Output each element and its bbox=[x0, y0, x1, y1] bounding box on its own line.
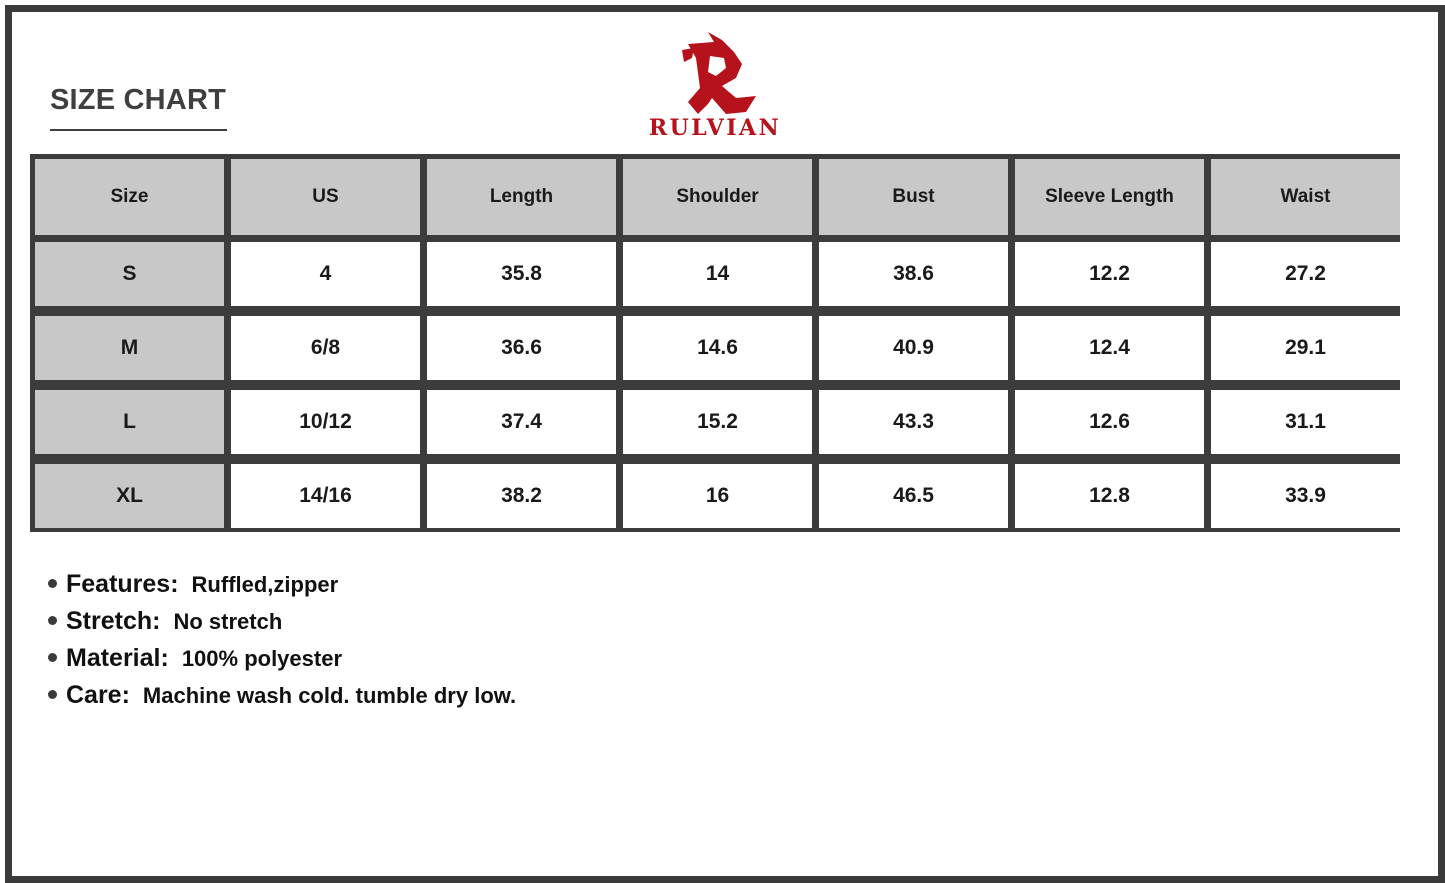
column-header: Bust bbox=[819, 159, 1008, 235]
size-label-cell: M bbox=[35, 316, 224, 380]
table-cell: 37.4 bbox=[427, 390, 616, 454]
table-cell: 4 bbox=[231, 242, 420, 306]
bullet-icon bbox=[48, 653, 57, 662]
table-cell: 14 bbox=[623, 242, 812, 306]
table-cell: 12.8 bbox=[1015, 464, 1204, 528]
feature-label: Care: bbox=[66, 681, 130, 709]
column-header: Sleeve Length bbox=[1015, 159, 1204, 235]
table-cell: 38.6 bbox=[819, 242, 1008, 306]
page-title: SIZE CHART bbox=[50, 84, 226, 116]
size-label-cell: S bbox=[35, 242, 224, 306]
brand-logo bbox=[640, 28, 790, 144]
table-cell: 33.9 bbox=[1211, 464, 1400, 528]
table-cell: 29.1 bbox=[1211, 316, 1400, 380]
title-underline bbox=[50, 129, 227, 131]
feature-label: Stretch: bbox=[66, 607, 161, 635]
table-cell: 12.2 bbox=[1015, 242, 1204, 306]
feature-label: Material: bbox=[66, 644, 169, 672]
table-cell: 40.9 bbox=[819, 316, 1008, 380]
table-cell: 6/8 bbox=[231, 316, 420, 380]
bullet-icon bbox=[48, 579, 57, 588]
table-cell: 10/12 bbox=[231, 390, 420, 454]
stylized-r-logo-icon bbox=[668, 28, 762, 118]
table-cell: 15.2 bbox=[623, 390, 812, 454]
column-header: Waist bbox=[1211, 159, 1400, 235]
table-cell: 12.6 bbox=[1015, 390, 1204, 454]
table-cell: 27.2 bbox=[1211, 242, 1400, 306]
feature-item-stretch bbox=[48, 607, 516, 644]
table-cell: 43.3 bbox=[819, 390, 1008, 454]
table-cell: 35.8 bbox=[427, 242, 616, 306]
column-header: Size bbox=[35, 159, 224, 235]
table-cell: 46.5 bbox=[819, 464, 1008, 528]
feature-item-features bbox=[48, 570, 516, 607]
feature-value: 100% polyester bbox=[181, 646, 343, 671]
feature-value: No stretch bbox=[173, 609, 283, 634]
feature-value: Machine wash cold. tumble dry low. bbox=[142, 683, 517, 708]
feature-label: Features: bbox=[66, 570, 179, 598]
table-cell: 14/16 bbox=[231, 464, 420, 528]
table-cell: 36.6 bbox=[427, 316, 616, 380]
size-chart-table bbox=[30, 154, 1400, 532]
feature-value: Ruffled,zipper bbox=[191, 572, 339, 597]
size-label-cell: L bbox=[35, 390, 224, 454]
feature-item-care bbox=[48, 681, 516, 718]
column-header: Shoulder bbox=[623, 159, 812, 235]
column-header: Length bbox=[427, 159, 616, 235]
column-header: US bbox=[231, 159, 420, 235]
table-cell: 38.2 bbox=[427, 464, 616, 528]
bullet-icon bbox=[48, 616, 57, 625]
brand-name: RULVIAN bbox=[648, 115, 782, 141]
table-cell: 16 bbox=[623, 464, 812, 528]
bullet-icon bbox=[48, 690, 57, 699]
table-cell: 12.4 bbox=[1015, 316, 1204, 380]
size-label-cell: XL bbox=[35, 464, 224, 528]
table-cell: 31.1 bbox=[1211, 390, 1400, 454]
table-cell: 14.6 bbox=[623, 316, 812, 380]
feature-item-material bbox=[48, 644, 516, 681]
feature-list bbox=[48, 570, 516, 718]
